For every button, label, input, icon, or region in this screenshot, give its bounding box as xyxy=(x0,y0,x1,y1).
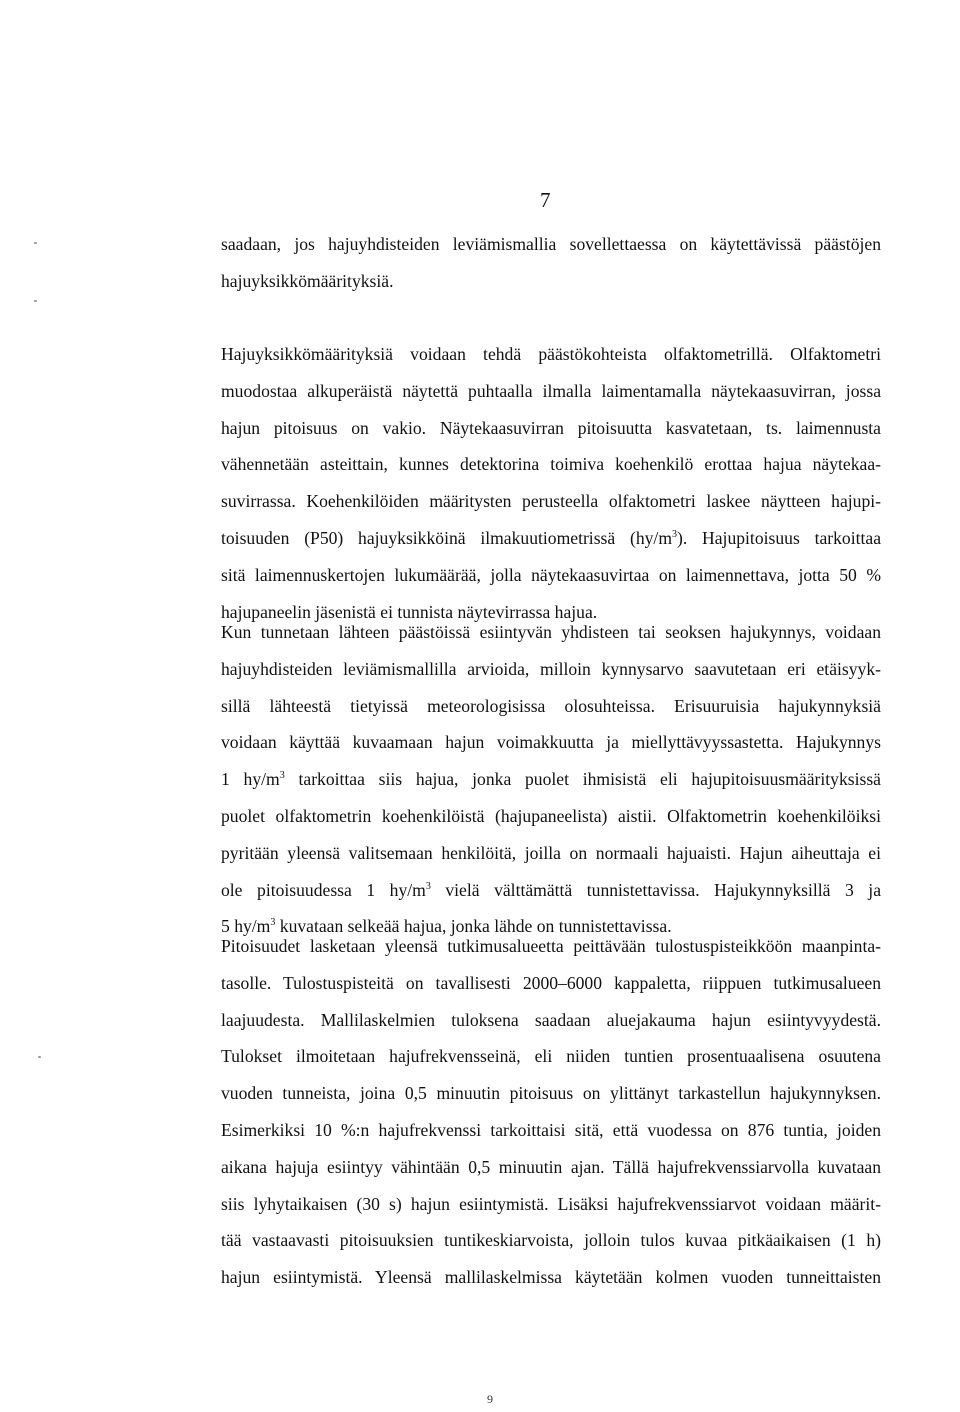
text-line: voidaan käyttää kuvaamaan hajun voimakkuutta ja miellyttävyyssastetta. Hajukynnys xyxy=(221,732,881,753)
text-line: hajupaneelin jäsenistä ei tunnista näytevirrassa hajua. xyxy=(221,601,598,622)
paragraph-1 xyxy=(221,226,881,300)
scan-speck xyxy=(34,300,37,302)
text-line: laajuudesta. Mallilaskelmien tuloksena saadaan aluejakauma hajun esiintyvyydestä. xyxy=(221,1009,881,1030)
text-line: Esimerkiksi 10 %:n hajufrekvenssi tarkoittaisi sitä, että vuodessa on 876 tuntia, joiden xyxy=(221,1119,881,1140)
text-line: vähennetään asteittain, kunnes detektorina toimiva koehenkilö erottaa hajua näytekaa- xyxy=(221,454,881,475)
text-line: aikana hajuja esiintyy vähintään 0,5 minuutin ajan. Tällä hajufrekvenssiarvolla kuvataan xyxy=(221,1156,881,1177)
text-line: Hajuyksikkömäärityksiä voidaan tehdä päästökohteista olfaktometrillä. Olfaktometri xyxy=(221,344,881,364)
footer-mark: 9 xyxy=(487,1392,493,1406)
paragraph-3 xyxy=(221,614,881,945)
text-line: 1 $hy/m^3$ tarkoittaa siis hajua, jonka puolet ihmisistä eli hajupitoisuusmäärityksissä xyxy=(221,769,881,790)
text-line: hajun esiintymistä. Yleensä mallilaskelmissa käytetään kolmen vuoden tunneittaisten xyxy=(221,1267,881,1288)
paragraph-2 xyxy=(221,336,881,630)
paragraph-4 xyxy=(221,928,881,1296)
text-line: siis lyhytaikaisen (30 s) hajun esiintymistä. Lisäksi hajufrekvenssiarvot voidaan määrit- xyxy=(221,1193,881,1214)
text-line: puolet olfaktometrin koehenkilöistä (hajupaneelista) aistii. Olfaktometrin koehenkilöiksi xyxy=(221,805,881,826)
text-line: tää vastaavasti pitoisuuksien tuntikeskiarvoista, jolloin tulos kuvaa pitkäaikaisen (1 h) xyxy=(221,1230,881,1251)
text-line: Tulokset ilmoitetaan hajufrekvensseinä, eli niiden tuntien prosentuaalisena osuutena xyxy=(221,1046,881,1067)
text-line: saadaan, jos hajuyhdisteiden leviämismallia sovellettaessa on käytettävissä päästöjen xyxy=(221,234,881,254)
text-line: hajun pitoisuus on vakio. Näytekaasuvirran pitoisuutta kasvatetaan, ts. laimennusta xyxy=(221,417,881,438)
text-line: Kun tunnetaan lähteen päästöissä esiintyvän yhdisteen tai seoksen hajukynnys, voidaan xyxy=(221,622,881,642)
text-line: ole pitoisuudessa 1 $hy/m^3$ vielä välttämättä tunnistettavissa. Hajukynnyksillä 3 ja xyxy=(221,879,881,900)
text-line: sitä laimennuskertojen lukumäärää, jolla näytekaasuvirtaa on laimennettava, jotta 50 % xyxy=(221,564,881,585)
page-number: 7 xyxy=(540,188,551,212)
scan-speck xyxy=(38,1056,41,1058)
text-line: 5 $hy/m^3$ kuvataan selkeää hajua, jonka lähde on tunnistettavissa. xyxy=(221,916,672,937)
text-line: toisuuden (P50) hajuyksikköinä ilmakuutiometrissä $(hy/m^3)$. Hajupitoisuus tarkoittaa xyxy=(221,527,881,548)
text-line: hajuyhdisteiden leviämismallilla arvioida, milloin kynnysarvo saavutetaan eri etäisyyk- xyxy=(221,658,881,679)
text-line: vuoden tunneista, joina 0,5 minuutin pitoisuus on ylittänyt tarkastellun hajukynnyksen. xyxy=(221,1083,881,1104)
text-line: sillä lähteestä tietyissä meteorologisissa olosuhteissa. Erisuuruisia hajukynnyksiä xyxy=(221,695,881,716)
text-line: hajuyksikkömäärityksiä. xyxy=(221,270,394,291)
text-line: Pitoisuudet lasketaan yleensä tutkimusalueetta peittävään tulostuspisteikköön maanpinta- xyxy=(221,936,881,956)
scan-speck xyxy=(34,242,37,244)
text-line: suvirrassa. Koehenkilöiden määritysten perusteella olfaktometri laskee näytteen hajupi- xyxy=(221,491,881,512)
text-line: pyritään yleensä valitsemaan henkilöitä, joilla on normaali hajuaisti. Hajun aiheuttaja ei xyxy=(221,842,881,863)
text-line: muodostaa alkuperäistä näytettä puhtaalla ilmalla laimentamalla näytekaasuvirran, jossa xyxy=(221,380,881,401)
text-line: tasolle. Tulostuspisteitä on tavallisesti 2000–6000 kappaletta, riippuen tutkimusalueen xyxy=(221,972,881,993)
